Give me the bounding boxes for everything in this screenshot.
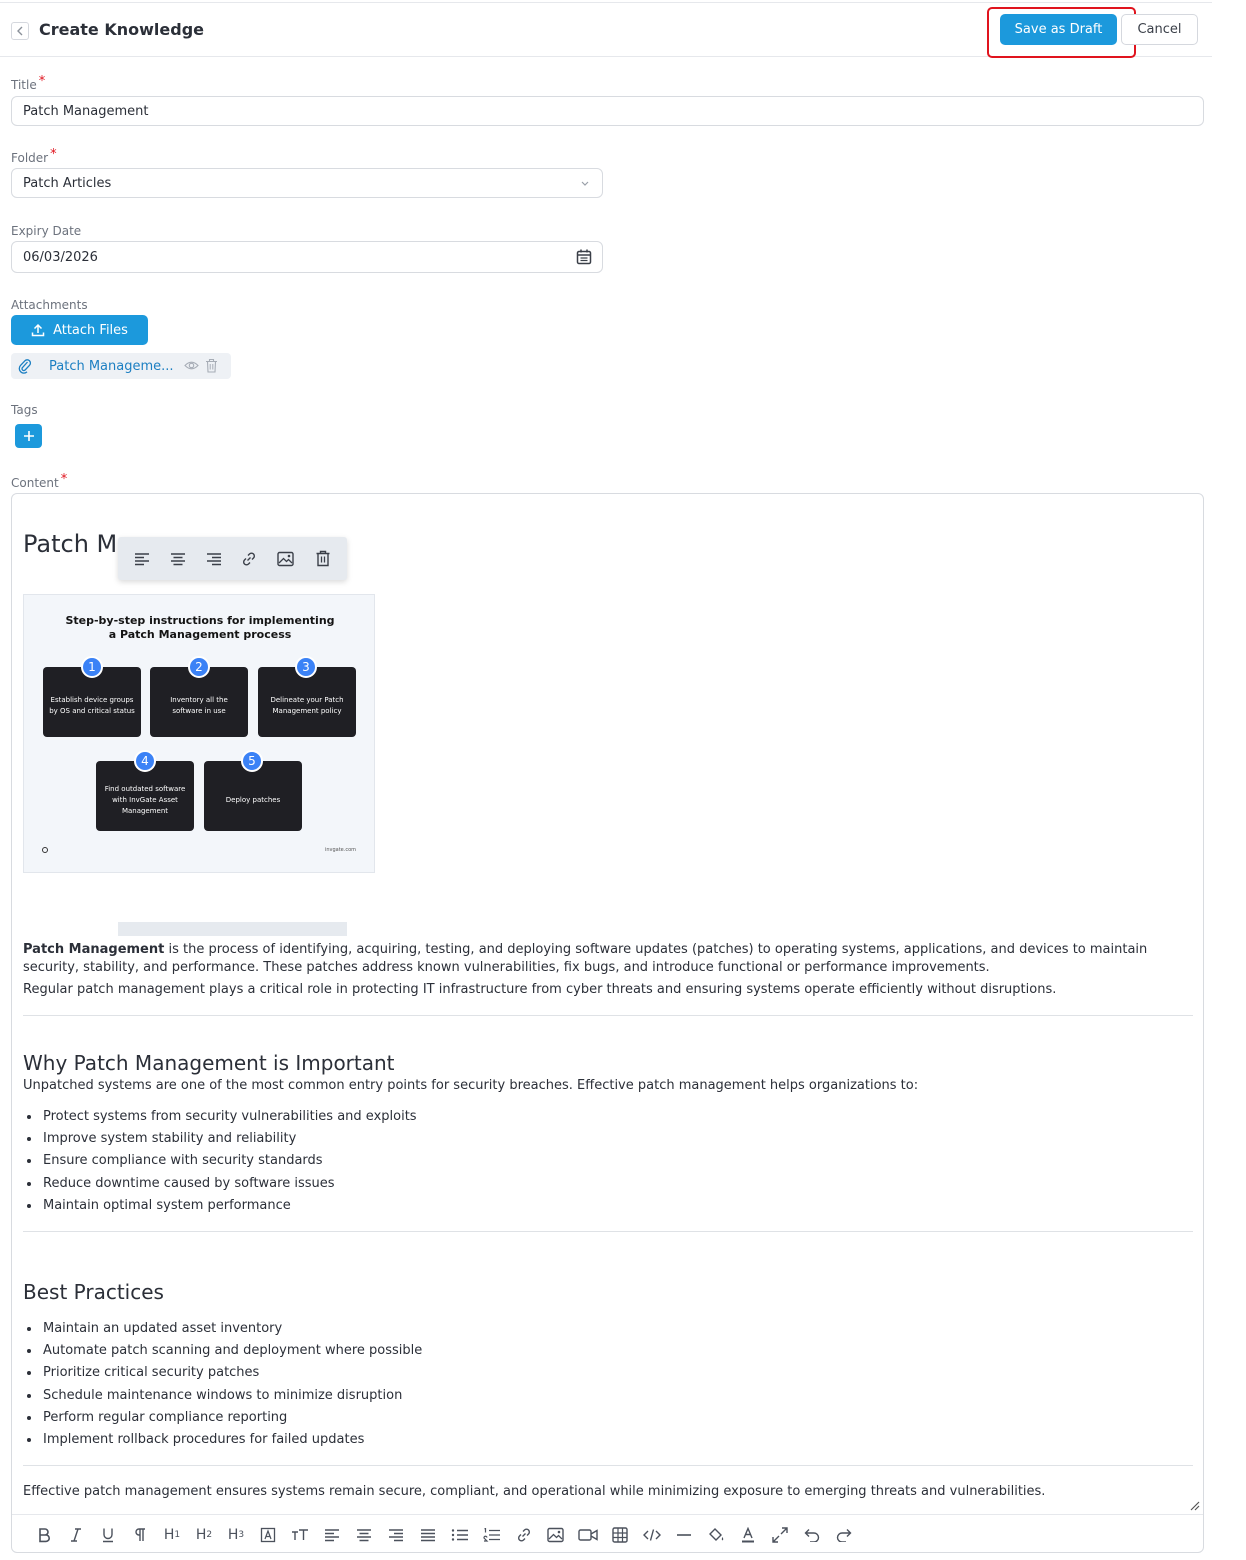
text-box-icon[interactable] bbox=[252, 1523, 284, 1547]
list-item: Ensure compliance with security standards bbox=[43, 1152, 417, 1174]
step-box: Delineate your Patch Management policy bbox=[258, 667, 356, 737]
required-marker: * bbox=[50, 147, 57, 162]
list-item: Reduce downtime caused by software issues bbox=[43, 1175, 417, 1197]
expiry-date-input[interactable]: 06/03/2026 bbox=[11, 241, 603, 273]
align-center-icon[interactable] bbox=[170, 552, 186, 566]
calendar-icon[interactable] bbox=[575, 248, 593, 266]
intro-paragraph-2: Regular patch management plays a critical role in protecting IT infrastructure from cyber threats and ensuring systems operate efficiently without disruptions. bbox=[23, 982, 1057, 997]
heading-1-icon[interactable]: H 1 bbox=[163, 1526, 181, 1543]
list-item: Maintain optimal system performance bbox=[43, 1197, 417, 1219]
step-badge: 1 bbox=[81, 656, 103, 678]
link-icon[interactable] bbox=[241, 551, 257, 567]
step-badge: 3 bbox=[295, 656, 317, 678]
list-item: Automate patch scanning and deployment where possible bbox=[43, 1342, 422, 1364]
attachment-name-link[interactable]: Patch Manageme... bbox=[49, 359, 174, 374]
link-icon[interactable] bbox=[508, 1523, 540, 1547]
fullscreen-icon[interactable] bbox=[764, 1523, 796, 1547]
heading-2-icon[interactable]: H 2 bbox=[195, 1526, 213, 1543]
attach-files-button[interactable]: Attach Files bbox=[11, 315, 148, 345]
align-center-icon[interactable] bbox=[348, 1523, 380, 1547]
table-icon[interactable] bbox=[604, 1523, 636, 1547]
image-toolbar-shadow bbox=[118, 922, 347, 936]
add-tag-button[interactable] bbox=[15, 424, 42, 448]
undo-icon[interactable] bbox=[796, 1523, 828, 1547]
folder-label: Folder * bbox=[11, 147, 57, 165]
plus-icon bbox=[23, 430, 35, 442]
image-toolbar bbox=[118, 537, 347, 580]
why-intro: Unpatched systems are one of the most common entry points for security breaches. Effective patch management helps organizations to: bbox=[23, 1078, 919, 1093]
required-marker: * bbox=[60, 472, 68, 487]
redo-icon[interactable] bbox=[828, 1523, 860, 1547]
paperclip-icon bbox=[18, 358, 32, 374]
list-item: Perform regular compliance reporting bbox=[43, 1409, 422, 1431]
trash-icon[interactable] bbox=[205, 358, 218, 373]
step-badge: 5 bbox=[241, 750, 263, 772]
resize-handle-icon[interactable] bbox=[1189, 1500, 1200, 1511]
title-label: Title * bbox=[11, 74, 46, 92]
text-color-icon[interactable] bbox=[732, 1523, 764, 1547]
closing-paragraph: Effective patch management ensures systems remain secure, compliant, and operational while minimizing exposure to emerging threats and vulnerabilities. bbox=[23, 1484, 1046, 1499]
step-badge: 4 bbox=[134, 750, 156, 772]
title-input[interactable]: Patch Management bbox=[11, 96, 1204, 126]
bold-icon[interactable] bbox=[28, 1523, 60, 1547]
content-editor[interactable] bbox=[11, 493, 1204, 1553]
required-marker: * bbox=[38, 74, 46, 89]
step-box: Inventory all the software in use bbox=[150, 667, 248, 737]
figure-source-url: invgate.com bbox=[324, 847, 356, 853]
paragraph-icon[interactable] bbox=[124, 1523, 156, 1547]
horizontal-rule-icon[interactable] bbox=[668, 1523, 700, 1547]
replace-image-icon[interactable] bbox=[277, 551, 295, 567]
cancel-button[interactable]: Cancel bbox=[1121, 14, 1198, 45]
heading-3-icon[interactable]: H 3 bbox=[227, 1526, 245, 1543]
why-heading: Why Patch Management is Important bbox=[23, 1051, 395, 1075]
best-practices-list bbox=[43, 1320, 422, 1453]
align-justify-icon[interactable] bbox=[412, 1523, 444, 1547]
delete-image-icon[interactable] bbox=[315, 550, 331, 567]
code-icon[interactable] bbox=[636, 1523, 668, 1547]
numbered-list-icon[interactable] bbox=[476, 1523, 508, 1547]
align-left-icon[interactable] bbox=[134, 552, 150, 566]
fill-color-icon[interactable] bbox=[700, 1523, 732, 1547]
expiry-date-label: Expiry Date bbox=[11, 224, 82, 238]
upload-icon bbox=[31, 323, 45, 337]
align-right-icon[interactable] bbox=[206, 552, 222, 566]
align-right-icon[interactable] bbox=[380, 1523, 412, 1547]
italic-icon[interactable] bbox=[60, 1523, 92, 1547]
figure-title: Step-by-step instructions for implementing a Patch Management process bbox=[65, 614, 335, 641]
step-box: Establish device groups by OS and critical status bbox=[43, 667, 141, 737]
page-title: Create Knowledge bbox=[39, 20, 205, 39]
back-button[interactable] bbox=[11, 22, 29, 40]
list-item: Protect systems from security vulnerabilities and exploits bbox=[43, 1108, 417, 1130]
eye-icon[interactable] bbox=[184, 359, 199, 372]
invgate-logo-icon bbox=[42, 847, 48, 853]
why-list bbox=[43, 1108, 417, 1219]
chevron-down-icon bbox=[580, 178, 590, 188]
chevron-left-icon bbox=[16, 26, 24, 36]
list-item: Prioritize critical security patches bbox=[43, 1364, 422, 1386]
attachments-label: Attachments bbox=[11, 298, 88, 312]
page-header bbox=[0, 3, 1212, 57]
bullet-list-icon[interactable] bbox=[444, 1523, 476, 1547]
list-item: Improve system stability and reliability bbox=[43, 1130, 417, 1152]
step-box: Deploy patches bbox=[204, 761, 302, 831]
content-heading: Patch M bbox=[23, 530, 118, 558]
process-figure-image[interactable] bbox=[23, 594, 375, 873]
save-as-draft-button[interactable]: Save as Draft bbox=[1000, 14, 1117, 45]
list-item: Schedule maintenance windows to minimize disruption bbox=[43, 1387, 422, 1409]
best-practices-heading: Best Practices bbox=[23, 1280, 164, 1304]
font-size-icon[interactable] bbox=[284, 1523, 316, 1547]
list-item: Implement rollback procedures for failed updates bbox=[43, 1431, 422, 1453]
step-badge: 2 bbox=[188, 656, 210, 678]
intro-paragraph: Patch Management is the process of identifying, acquiring, testing, and deploying software updates (patches) to operating systems, applications, and devices to maintain security, stability, and performance. These patches address known vulnerabilities, fix bugs, and introduce functional or performance improvements. bbox=[23, 942, 1148, 975]
folder-select[interactable]: Patch Articles bbox=[11, 168, 603, 198]
content-divider bbox=[23, 1015, 1193, 1016]
content-label: Content * bbox=[11, 472, 68, 490]
content-divider bbox=[23, 1231, 1193, 1232]
video-icon[interactable] bbox=[572, 1523, 604, 1547]
formatting-toolbar bbox=[12, 1514, 1204, 1553]
list-item: Maintain an updated asset inventory bbox=[43, 1320, 422, 1342]
attachment-chip bbox=[11, 353, 231, 379]
step-box: Find outdated software with InvGate Asset Management bbox=[96, 761, 194, 831]
image-icon[interactable] bbox=[540, 1523, 572, 1547]
underline-icon[interactable] bbox=[92, 1523, 124, 1547]
tags-label: Tags bbox=[11, 403, 38, 417]
align-left-icon[interactable] bbox=[316, 1523, 348, 1547]
content-divider bbox=[23, 1465, 1193, 1466]
